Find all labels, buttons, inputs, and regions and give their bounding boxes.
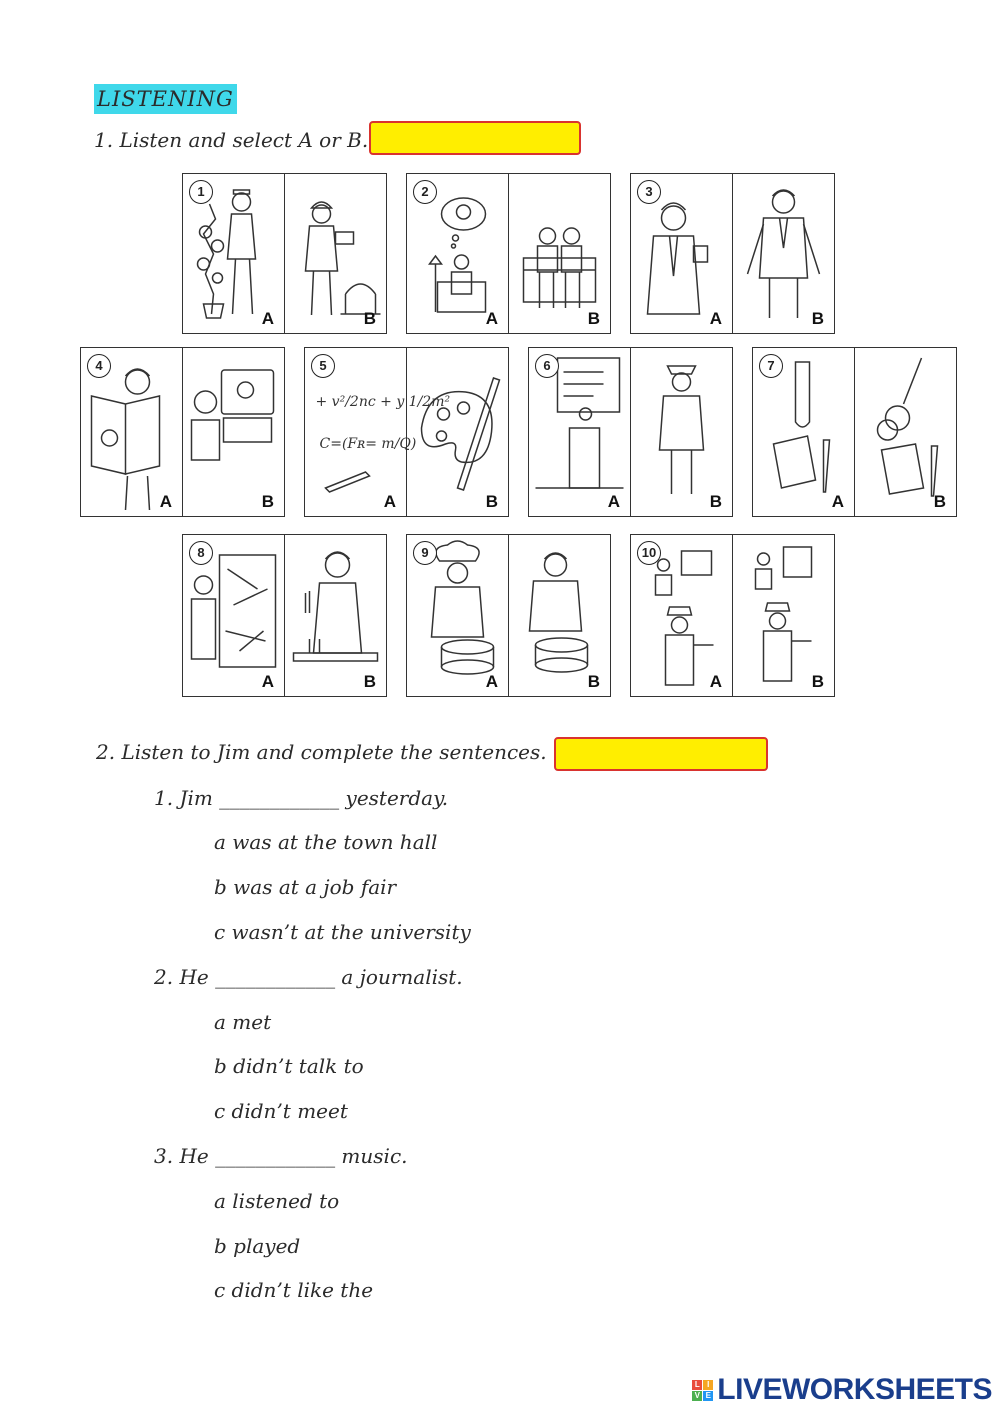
brand-logo-icon [692,1380,713,1401]
option-label-a: A [159,492,172,511]
picture-card-4 [80,347,285,517]
guitar-and-notepad-illustration [855,348,956,516]
option-a-picture[interactable] [183,174,284,333]
option-b-picture[interactable] [284,535,386,696]
question-3: 3. He ____________ music. [154,1144,408,1168]
option-label-b: B [587,309,600,328]
card-number: 6 [535,354,559,378]
option-label-b: B [363,672,376,691]
part2-answer-box[interactable] [554,737,768,771]
question-3-option-b[interactable]: b played [214,1234,301,1258]
card-number: 8 [189,541,213,565]
option-label-a: A [261,309,274,328]
option-label-a: A [709,309,722,328]
option-label-a: A [709,672,722,691]
logo-letter: I [703,1380,713,1390]
question-1-option-a[interactable]: a was at the town hall [214,830,438,854]
police-officer-illustration [631,348,732,516]
option-b-picture[interactable] [508,535,610,696]
question-2: 2. He ____________ a journalist. [154,965,463,989]
logo-letter: L [692,1380,702,1390]
card-number: 2 [413,180,437,204]
question-2-option-b[interactable]: b didn’t talk to [214,1054,364,1078]
picture-card-5 [304,347,509,517]
option-label-b: B [811,672,824,691]
card-number: 4 [87,354,111,378]
part1-heading: 1. Listen and select A or B. [94,128,369,152]
card-number: 5 [311,354,335,378]
card-number: 10 [637,541,661,565]
picture-card-7 [752,347,957,517]
brand-name: LIVEWORKSHEETS [717,1373,992,1406]
logo-letter: V [692,1391,702,1401]
option-b-picture[interactable] [508,174,610,333]
option-a-picture[interactable] [631,174,732,333]
option-a-picture[interactable] [631,535,732,696]
section-title: LISTENING [94,84,237,114]
paint-palette-illustration [407,348,508,516]
picture-card-2 [406,173,611,334]
picture-card-3 [630,173,835,334]
option-b-picture[interactable] [732,535,834,696]
liveworksheets-logo[interactable] [692,1373,992,1407]
question-1-option-b[interactable]: b was at a job fair [214,875,397,899]
logo-letter: E [703,1391,713,1401]
question-3-option-a[interactable]: a listened to [214,1189,340,1213]
option-a-picture[interactable] [305,348,451,516]
question-2-option-c[interactable]: c didn’t meet [214,1099,348,1123]
card-number: 1 [189,180,213,204]
card-number: 3 [637,180,661,204]
svg-text:+ v²/2nc + y 1/2m²: + v²/2nc + y 1/2m² [315,394,451,410]
picture-card-9 [406,534,611,697]
picture-card-6 [528,347,733,517]
option-label-b: B [933,492,946,511]
option-label-a: A [383,492,396,511]
option-label-a: A [261,672,274,691]
option-b-picture[interactable] [732,174,834,333]
option-a-picture[interactable] [81,348,182,516]
option-label-b: B [485,492,498,511]
option-label-a: A [607,492,620,511]
option-b-picture[interactable] [406,348,508,516]
question-1-option-c[interactable]: c wasn’t at the university [214,920,471,944]
option-a-picture[interactable] [753,348,854,516]
option-label-a: A [831,492,844,511]
option-label-b: B [709,492,722,511]
option-label-a: A [485,672,498,691]
card-number: 7 [759,354,783,378]
picture-card-8 [182,534,387,697]
part1-answer-box[interactable] [369,121,581,155]
option-label-b: B [587,672,600,691]
svg-text:C=(Fʀ= m/Q): C=(Fʀ= m/Q) [319,436,417,452]
part2-heading: 2. Listen to Jim and complete the sentences. [96,740,547,764]
option-b-picture[interactable] [854,348,956,516]
option-label-a: A [485,309,498,328]
card-number: 9 [413,541,437,565]
question-3-option-c[interactable]: c didn’t like the [214,1278,374,1302]
option-label-b: B [811,309,824,328]
option-a-picture[interactable] [407,535,508,696]
picture-card-1 [182,173,387,334]
option-b-picture[interactable] [284,174,386,333]
option-a-picture[interactable] [529,348,630,516]
boy-watching-tv-illustration [183,348,284,516]
option-a-picture[interactable] [183,535,284,696]
question-2-option-a[interactable]: a met [214,1010,272,1034]
picture-card-10 [630,534,835,697]
option-b-picture[interactable] [182,348,284,516]
option-b-picture[interactable] [630,348,732,516]
option-label-b: B [261,492,274,511]
question-1: 1. Jim ____________ yesterday. [154,786,449,810]
option-label-b: B [363,309,376,328]
option-a-picture[interactable] [407,174,508,333]
